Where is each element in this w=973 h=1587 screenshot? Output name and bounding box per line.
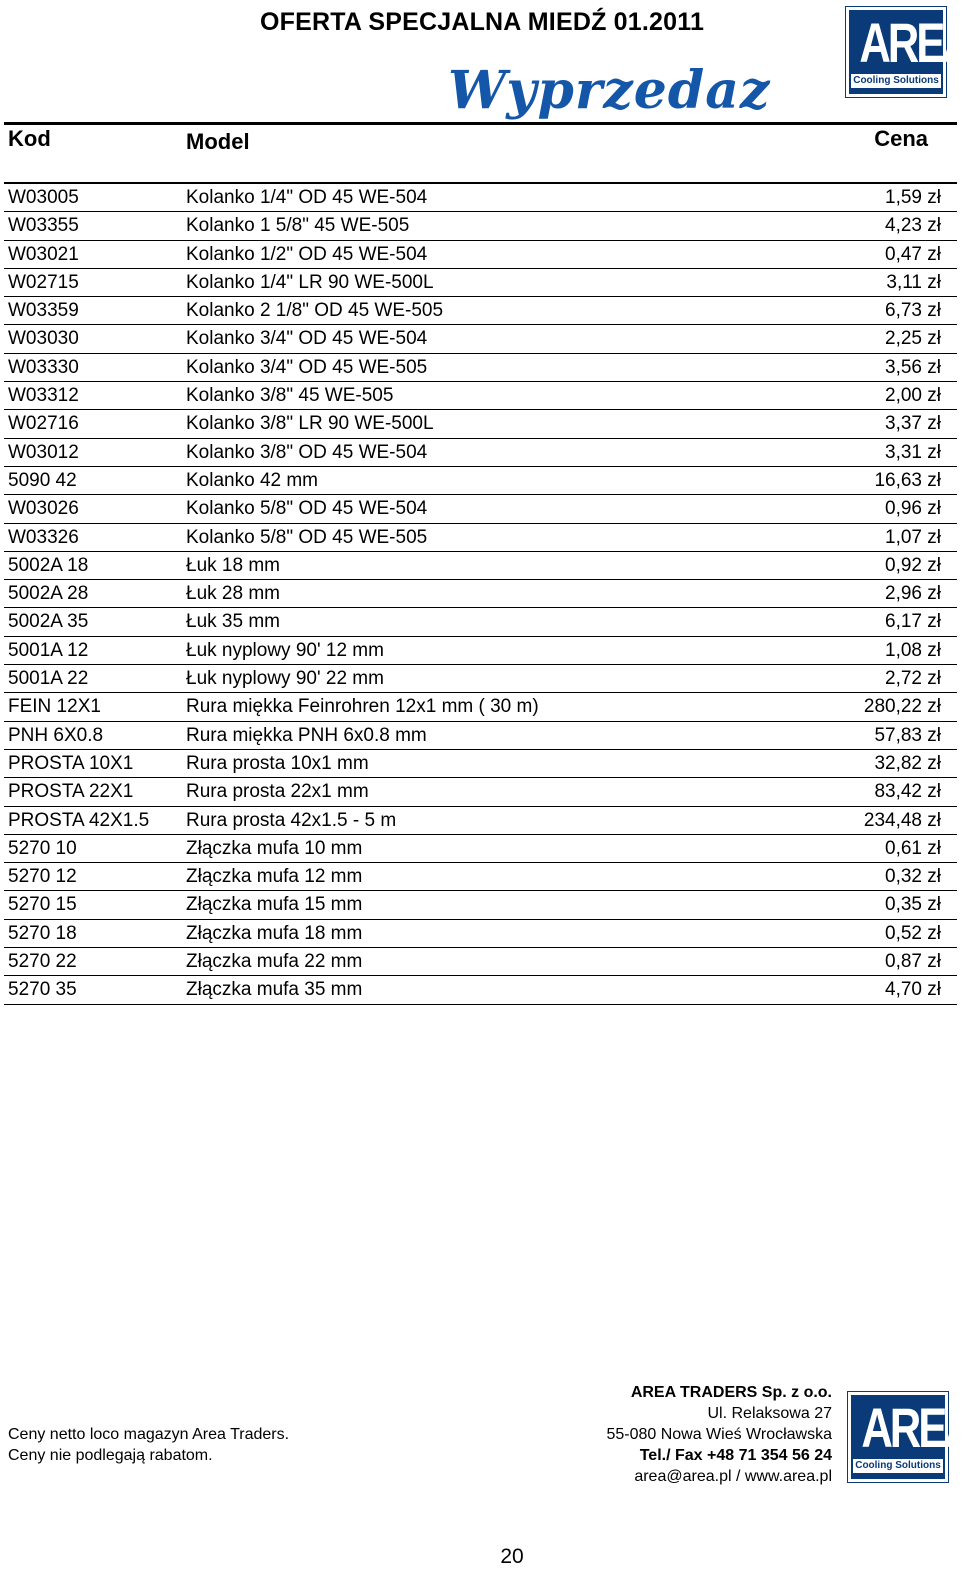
table-row [4,354,957,382]
cell-model: Rura prosta 22x1 mm [186,781,369,803]
cell-cena: 0,96 zł [885,498,941,520]
table-row [4,524,957,552]
column-header-kod: Kod [8,126,51,151]
logo-wordmark: AREA [861,1396,973,1459]
logo-tagline: Cooling Solutions [851,74,941,88]
cell-model: Złączka mufa 12 mm [186,866,363,888]
column-header-model: Model [186,129,250,154]
table-row [4,212,957,240]
cell-kod: 5002A 28 [8,583,89,605]
cell-cena: 0,87 zł [885,951,941,973]
table-row [4,637,957,665]
table-row [4,608,957,636]
cell-kod: 5270 10 [8,837,77,859]
cell-cena: 2,72 zł [885,668,941,690]
cell-kod: W03355 [8,215,79,237]
table-row [4,580,957,608]
logo-wordmark: AREA [859,11,971,74]
company-street: Ul. Relaksowa 27 [707,1405,832,1422]
cell-cena: 1,07 zł [885,526,941,548]
cell-cena: 83,42 zł [874,781,941,803]
cell-cena: 3,56 zł [885,356,941,378]
price-table [4,184,957,1005]
cell-cena: 2,00 zł [885,385,941,407]
cell-cena: 0,32 zł [885,866,941,888]
table-row [4,750,957,778]
cell-model: Rura miękka PNH 6x0.8 mm [186,724,427,746]
company-web: area@area.pl / www.area.pl [634,1468,832,1485]
cell-kod: 5001A 22 [8,668,89,690]
cell-kod: 5002A 35 [8,611,89,633]
cell-model: Łuk 18 mm [186,554,280,576]
cell-kod: W03026 [8,498,79,520]
company-phone: Tel./ Fax +48 71 354 56 24 [639,1447,832,1464]
cell-model: Kolanko 5/8" OD 45 WE-505 [186,526,428,548]
cell-model: Łuk nyplowy 90' 22 mm [186,668,384,690]
table-row [4,722,957,750]
table-row [4,297,957,325]
cell-cena: 3,37 zł [885,413,941,435]
cell-kod: 5270 18 [8,922,77,944]
cell-kod: 5270 15 [8,894,77,916]
cell-model: Łuk 35 mm [186,611,280,633]
cell-kod: 5001A 12 [8,639,89,661]
cell-kod: W03330 [8,356,79,378]
company-city: 55-080 Nowa Wieś Wrocławska [606,1426,832,1443]
cell-cena: 0,47 zł [885,243,941,265]
cell-cena: 16,63 zł [874,469,941,491]
cell-model: Złączka mufa 15 mm [186,894,363,916]
cell-model: Kolanko 1 5/8" 45 WE-505 [186,215,410,237]
cell-cena: 2,25 zł [885,328,941,350]
price-note: Ceny netto loco magazyn Area Traders. [8,1426,290,1443]
table-row [4,948,957,976]
cell-kod: PROSTA 42X1.5 [8,809,150,831]
cell-model: Rura prosta 42x1.5 - 5 m [186,809,397,831]
cell-kod: W03021 [8,243,79,265]
cell-model: Łuk 28 mm [186,583,280,605]
cell-cena: 3,11 zł [886,271,941,293]
cell-model: Kolanko 1/4" LR 90 WE-500L [186,271,434,293]
table-row [4,778,957,806]
price-note: Ceny nie podlegają rabatom. [8,1447,213,1464]
cell-cena: 0,35 zł [885,894,941,916]
cell-cena: 6,73 zł [885,300,941,322]
table-row [4,552,957,580]
cell-kod: PNH 6X0.8 [8,724,104,746]
cell-cena: 1,08 zł [885,639,941,661]
column-header-cena: Cena [874,126,928,151]
table-row [4,665,957,693]
sale-heading: Wyprzedaz [448,60,771,121]
cell-model: Kolanko 3/4" OD 45 WE-504 [186,328,428,350]
area-logo-footer [848,1392,973,1482]
table-row [4,835,957,863]
cell-cena: 3,31 zł [885,441,941,463]
cell-kod: 5002A 18 [8,554,89,576]
cell-kod: FEIN 12X1 [8,696,101,718]
table-row [4,382,957,410]
cell-cena: 234,48 zł [863,809,941,831]
cell-cena: 6,17 zł [885,611,941,633]
cell-cena: 4,70 zł [885,979,941,1001]
cell-model: Kolanko 1/4" OD 45 WE-504 [186,187,428,208]
table-row [4,891,957,919]
page-number: 20 [500,1545,524,1568]
cell-model: Kolanko 3/8" LR 90 WE-500L [186,413,434,435]
cell-kod: 5090 42 [8,469,77,491]
cell-cena: 57,83 zł [874,724,941,746]
cell-kod: 5270 22 [8,951,77,973]
table-row [4,920,957,948]
cell-model: Kolanko 2 1/8" OD 45 WE-505 [186,300,444,322]
cell-cena: 280,22 zł [863,696,941,718]
cell-kod: 5270 12 [8,866,77,888]
cell-kod: W03359 [8,300,79,322]
area-logo [846,7,971,97]
cell-model: Złączka mufa 18 mm [186,922,363,944]
cell-model: Kolanko 5/8" OD 45 WE-504 [186,498,428,520]
cell-kod: 5270 35 [8,979,77,1001]
cell-kod: W03005 [8,187,79,208]
table-row [4,439,957,467]
cell-cena: 2,96 zł [885,583,941,605]
cell-cena: 0,61 zł [885,837,941,859]
table-row [4,495,957,523]
cell-model: Rura miękka Feinrohren 12x1 mm ( 30 m) [186,696,539,718]
table-header [0,124,960,180]
cell-kod: W02715 [8,271,79,293]
cell-model: Złączka mufa 10 mm [186,837,363,859]
table-row [4,184,957,212]
table-row [4,467,957,495]
table-row [4,863,957,891]
company-address [560,1382,832,1487]
cell-model: Łuk nyplowy 90' 12 mm [186,639,384,661]
cell-model: Kolanko 3/8" OD 45 WE-504 [186,441,428,463]
cell-cena: 0,92 zł [885,554,941,576]
table-row [4,269,957,297]
price-notes [8,1424,289,1466]
cell-model: Kolanko 3/4" OD 45 WE-505 [186,356,428,378]
cell-model: Rura prosta 10x1 mm [186,752,369,774]
logo-tagline: Cooling Solutions [853,1459,943,1473]
cell-cena: 0,52 zł [885,922,941,944]
cell-kod: PROSTA 22X1 [8,781,134,803]
table-row [4,241,957,269]
table-row [4,976,957,1004]
cell-cena: 1,59 zł [885,187,941,208]
cell-kod: W03312 [8,385,79,407]
document-title: OFERTA SPECJALNA MIEDŹ 01.2011 [260,8,705,36]
cell-kod: W03012 [8,441,79,463]
cell-kod: W03326 [8,526,79,548]
cell-model: Kolanko 1/2" OD 45 WE-504 [186,243,428,265]
table-row [4,693,957,721]
cell-cena: 4,23 zł [885,215,941,237]
table-row [4,410,957,438]
cell-model: Kolanko 3/8" 45 WE-505 [186,385,394,407]
cell-model: Złączka mufa 22 mm [186,951,363,973]
cell-kod: W03030 [8,328,79,350]
company-name: AREA TRADERS Sp. z o.o. [630,1384,832,1401]
cell-model: Kolanko 42 mm [186,469,319,491]
cell-model: Złączka mufa 35 mm [186,979,363,1001]
table-row [4,807,957,835]
cell-kod: PROSTA 10X1 [8,752,134,774]
cell-cena: 32,82 zł [874,752,941,774]
cell-kod: W02716 [8,413,79,435]
table-row [4,325,957,353]
